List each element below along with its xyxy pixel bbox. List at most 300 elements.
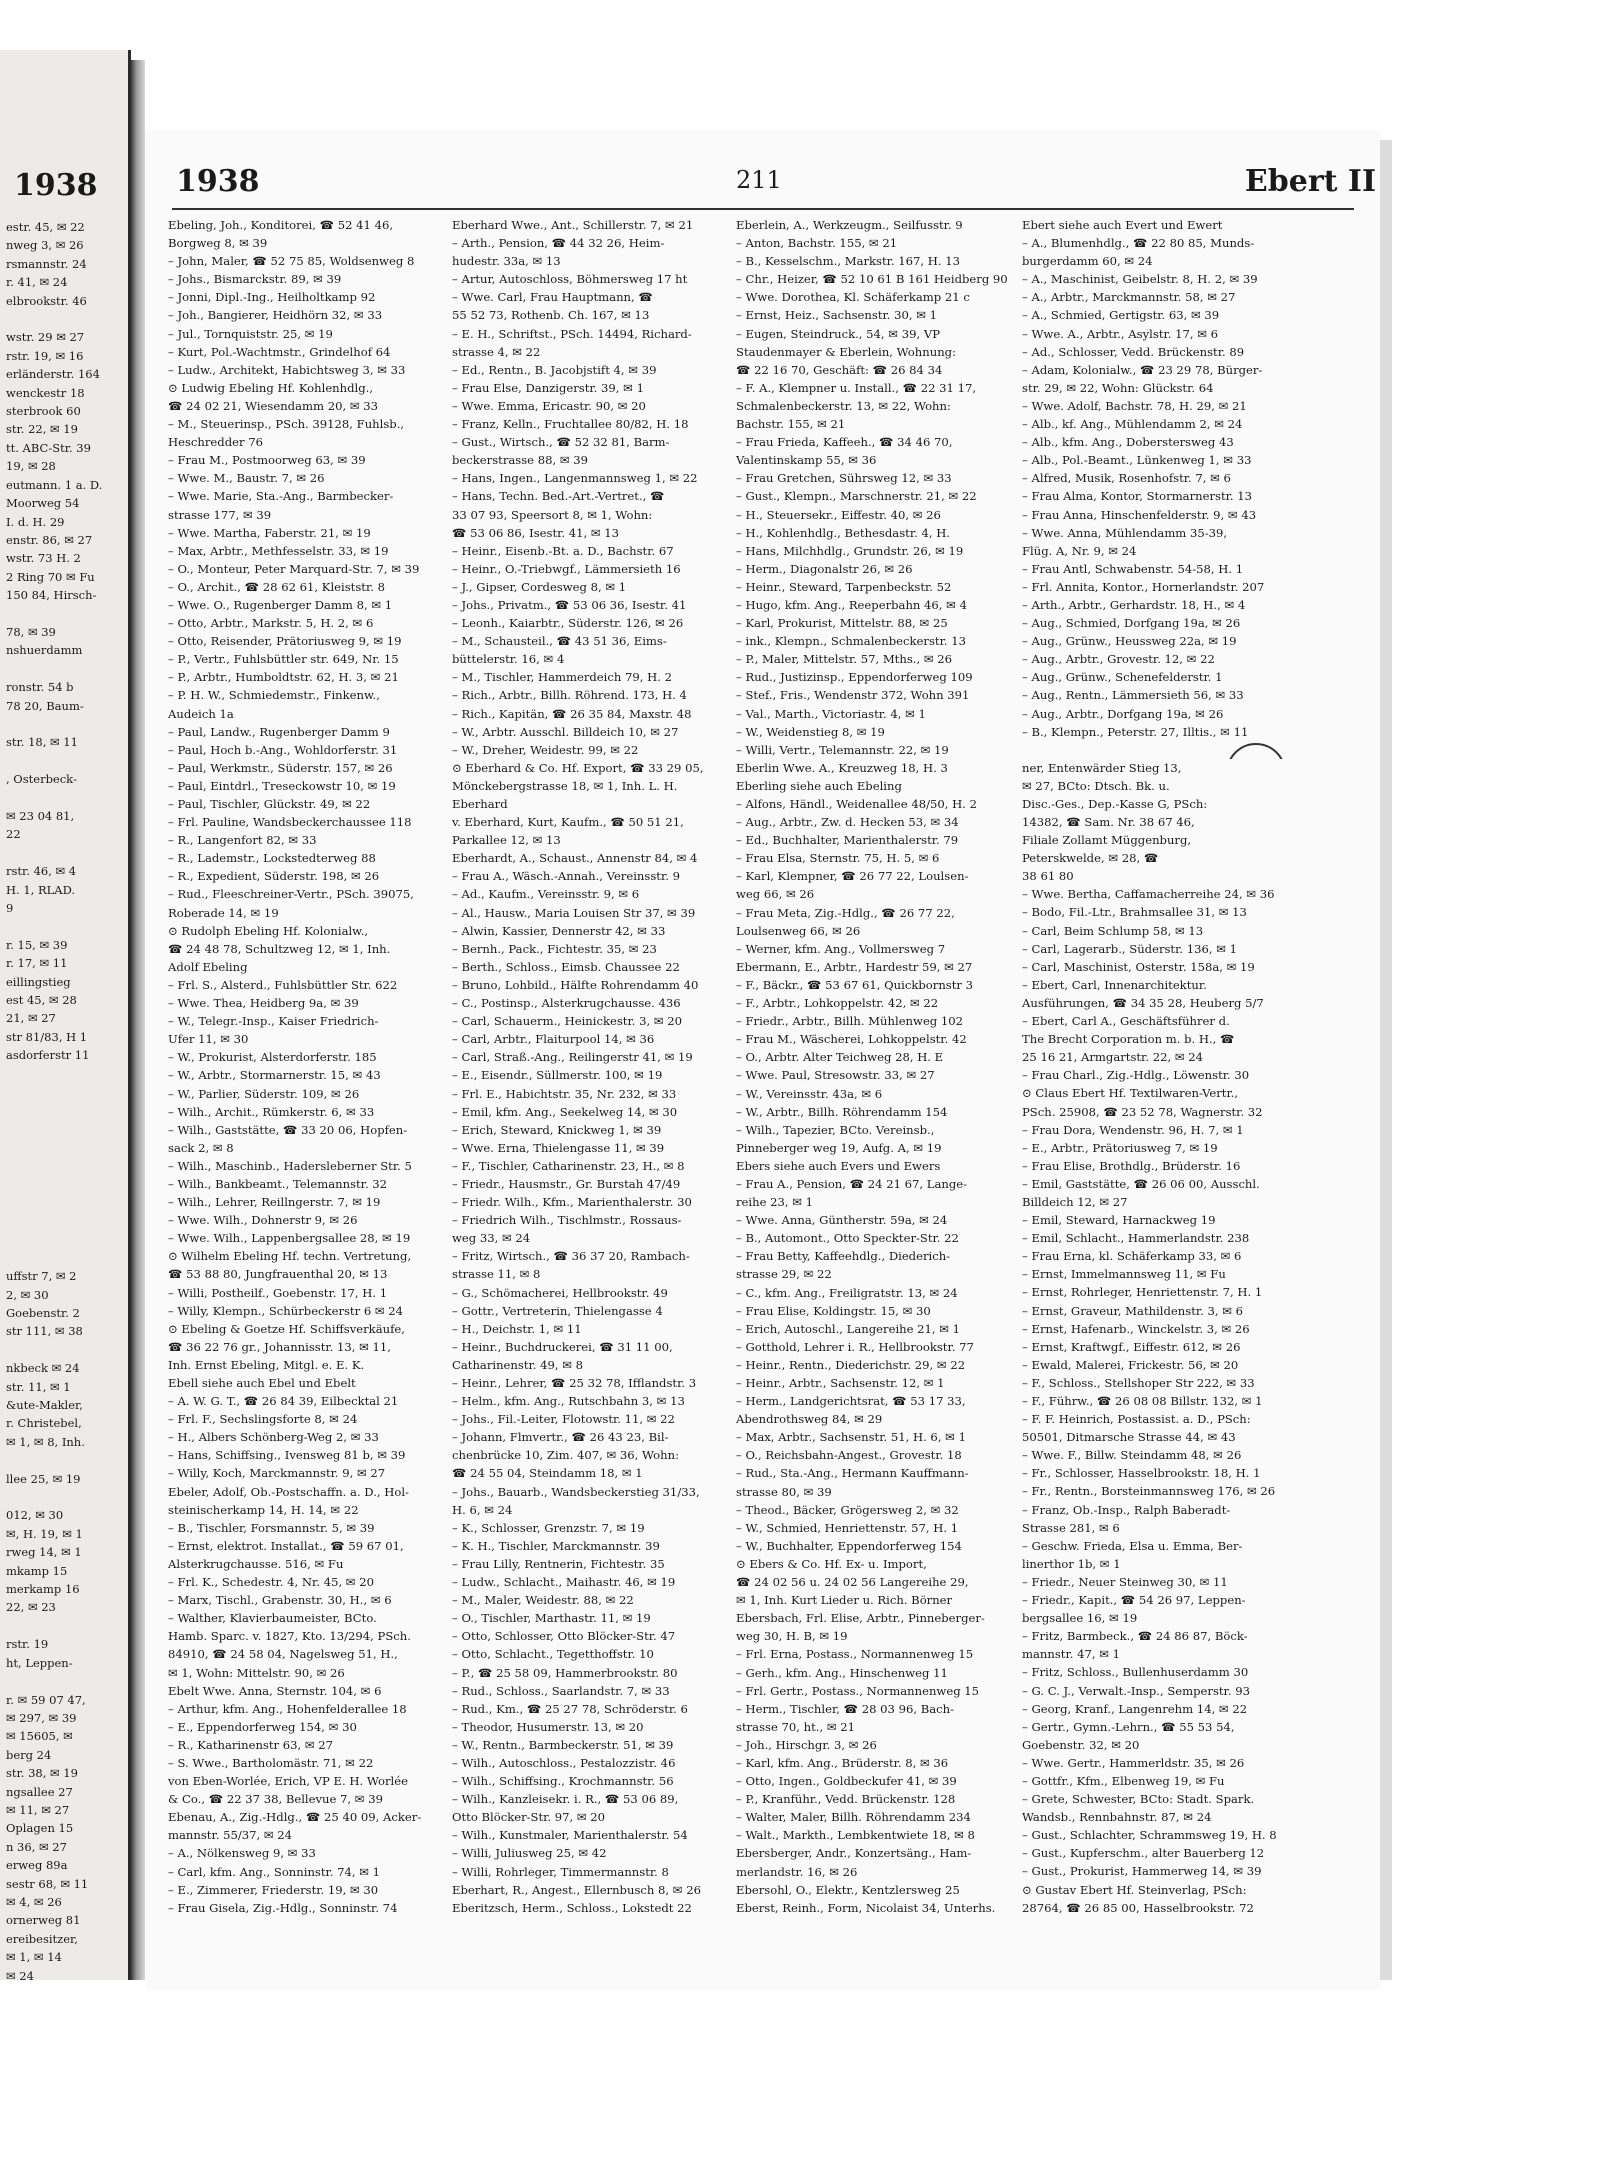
directory-entry: – A., Maschinist, Geibelstr. 8, H. 2, ✉ 39 bbox=[1022, 272, 1258, 287]
facing-page-line bbox=[6, 1451, 124, 1469]
directory-column-2 bbox=[452, 216, 724, 1916]
directory-entry: – Alb., kf. Ang., Mühlendamm 2, ✉ 24 bbox=[1022, 417, 1243, 432]
directory-entry: ☎ 24 55 04, Steindamm 18, ✉ 1 bbox=[452, 1466, 643, 1481]
directory-entry: – Otto, Reisender, Prätoriusweg 9, ✉ 19 bbox=[168, 634, 402, 649]
directory-entry: bergsallee 16, ✉ 19 bbox=[1022, 1611, 1138, 1626]
facing-page-line: 2 Ring 70 ✉ Fu bbox=[6, 569, 95, 584]
directory-entry: – O., Arbtr. Alter Teichweg 28, H. E bbox=[736, 1050, 944, 1065]
directory-entry: – R., Katharinenstr 63, ✉ 27 bbox=[168, 1737, 334, 1752]
directory-entry: – Frau Betty, Kaffeehdlg., Diederich- bbox=[736, 1249, 951, 1264]
directory-entry: – Karl, Prokurist, Mittelstr. 88, ✉ 25 bbox=[736, 616, 948, 631]
facing-page-line: 78, ✉ 39 bbox=[6, 624, 56, 639]
directory-entry: – A., Arbtr., Marckmannstr. 58, ✉ 27 bbox=[1022, 290, 1236, 305]
facing-page-line: asdorferstr 11 bbox=[6, 1048, 90, 1063]
directory-entry: – Otto, Schlosser, Otto Blöcker-Str. 47 bbox=[452, 1629, 676, 1644]
directory-entry: – Ebert, Carl A., Geschäftsführer d. bbox=[1022, 1014, 1230, 1029]
directory-entry: – W., Telegr.-Insp., Kaiser Friedrich- bbox=[168, 1014, 379, 1029]
directory-entry: – Wwe. A., Arbtr., Asylstr. 17, ✉ 6 bbox=[1022, 326, 1219, 341]
directory-entry: Ufer 11, ✉ 30 bbox=[168, 1032, 249, 1047]
directory-entry: strasse 4, ✉ 22 bbox=[452, 344, 541, 359]
facing-page-line: rstr. 46, ✉ 4 bbox=[6, 864, 77, 879]
directory-entry bbox=[1022, 741, 1322, 759]
facing-page-line bbox=[6, 1175, 124, 1193]
directory-entry: – E., Eisendr., Süllmerstr. 100, ✉ 19 bbox=[452, 1068, 663, 1083]
directory-entry: – Frau M., Wäscherei, Lohkoppelstr. 42 bbox=[736, 1032, 967, 1047]
facing-page-text bbox=[6, 218, 124, 1980]
directory-entry: ✉ 1, Inh. Kurt Lieder u. Rich. Börner bbox=[736, 1593, 953, 1608]
directory-entry: Eberitzsch, Herm., Schloss., Lokstedt 22 bbox=[452, 1900, 692, 1915]
directory-entry: – Franz, Ob.-Insp., Ralph Baberadt- bbox=[1022, 1502, 1231, 1517]
directory-entry: Schmalenbeckerstr. 13, ✉ 22, Wohn: bbox=[736, 398, 951, 413]
directory-entry: ⊙ Claus Ebert Hf. Textilwaren-Vertr., bbox=[1022, 1086, 1239, 1101]
directory-entry: – Frau Charl., Zig.-Hdlg., Löwenstr. 30 bbox=[1022, 1068, 1250, 1083]
facing-page-line: ✉ 24 bbox=[6, 1968, 34, 1980]
facing-page-line: ✉ 1, ✉ 8, Inh. bbox=[6, 1434, 85, 1449]
directory-entry: – Wilh., Gaststätte, ☎ 33 20 06, Hopfen- bbox=[168, 1122, 408, 1137]
directory-entry: – Frau Else, Danzigerstr. 39, ✉ 1 bbox=[452, 380, 644, 395]
directory-entry: ⊙ Ebeling & Goetze Hf. Schiffsverkäufe, bbox=[168, 1321, 405, 1336]
directory-entry: strasse 11, ✉ 8 bbox=[452, 1267, 541, 1282]
directory-entry: ✉ 27, BCto: Dtsch. Bk. u. bbox=[1022, 778, 1170, 793]
directory-entry: – Werner, kfm. Ang., Vollmersweg 7 bbox=[736, 941, 946, 956]
facing-page-line bbox=[6, 1102, 124, 1120]
directory-entry: – Ad., Kaufm., Vereinsstr. 9, ✉ 6 bbox=[452, 887, 640, 902]
directory-entry: The Brecht Corporation m. b. H., ☎ bbox=[1022, 1032, 1235, 1047]
directory-entry: – Theod., Bäcker, Grögersweg 2, ✉ 32 bbox=[736, 1502, 959, 1517]
directory-entry: – E., Zimmerer, Friederstr. 19, ✉ 30 bbox=[168, 1882, 379, 1897]
facing-page-line: estr. 45, ✉ 22 bbox=[6, 220, 85, 234]
facing-page-line: ✉ 4, ✉ 26 bbox=[6, 1894, 62, 1909]
directory-entry: – C., kfm. Ang., Freiligratstr. 13, ✉ 24 bbox=[736, 1285, 958, 1300]
directory-entry: Eberlein, A., Werkzeugm., Seilfusstr. 9 bbox=[736, 218, 963, 232]
directory-entry: – Wwe. Gertr., Hammerldstr. 35, ✉ 26 bbox=[1022, 1755, 1245, 1770]
facing-page-line: eillingstieg bbox=[6, 974, 71, 989]
directory-entry: Strasse 281, ✉ 6 bbox=[1022, 1520, 1120, 1535]
directory-entry: – Ernst, Heiz., Sachsenstr. 30, ✉ 1 bbox=[736, 308, 938, 323]
directory-entry: – Heinr., Arbtr., Sachsenstr. 12, ✉ 1 bbox=[736, 1376, 945, 1390]
directory-entry: 38 61 80 bbox=[1022, 869, 1074, 884]
directory-entry: – Wwe. Dorothea, Kl. Schäferkamp 21 c bbox=[736, 290, 970, 305]
directory-entry: – W., Arbtr., Billh. Röhrendamm 154 bbox=[736, 1104, 948, 1119]
facing-page-line: merkamp 16 bbox=[6, 1582, 80, 1597]
directory-entry: Ebelt Wwe. Anna, Sternstr. 104, ✉ 6 bbox=[168, 1683, 382, 1698]
running-head: Ebert II bbox=[1244, 164, 1376, 199]
directory-entry: – Marx, Tischl., Grabenstr. 30, H., ✉ 6 bbox=[168, 1593, 392, 1608]
directory-entry: – Paul, Werkmstr., Süderstr. 157, ✉ 26 bbox=[168, 760, 393, 775]
directory-entry: – Fritz, Schloss., Bullenhuserdamm 30 bbox=[1022, 1665, 1249, 1680]
directory-entry: – Wwe. Carl, Frau Hauptmann, ☎ bbox=[452, 290, 653, 305]
directory-entry: – Rud., Sta.-Ang., Hermann Kauffmann- bbox=[736, 1466, 969, 1481]
directory-entry: – Gerh., kfm. Ang., Hinschenweg 11 bbox=[736, 1665, 948, 1680]
directory-entry: Abendrothsweg 84, ✉ 29 bbox=[736, 1412, 883, 1427]
directory-entry: – W., Weidenstieg 8, ✉ 19 bbox=[736, 724, 885, 739]
directory-entry: – Gust., Wirtsch., ☎ 52 32 81, Barm- bbox=[452, 435, 670, 450]
directory-entry: Roberade 14, ✉ 19 bbox=[168, 905, 279, 920]
directory-entry: – Emil, Steward, Harnackweg 19 bbox=[1022, 1213, 1216, 1228]
directory-entry: – Walther, Klavierbaumeister, BCto. bbox=[168, 1611, 377, 1626]
directory-entry: – M., Schausteil., ☎ 43 51 36, Eims- bbox=[452, 634, 667, 649]
directory-entry: – Hans, Ingen., Langenmannsweg 1, ✉ 22 bbox=[452, 471, 698, 486]
directory-entry: H. 6, ✉ 24 bbox=[452, 1502, 513, 1517]
directory-entry: – Hans, Techn. Bed.-Art.-Vertret., ☎ bbox=[452, 489, 665, 504]
directory-entry: Catharinenstr. 49, ✉ 8 bbox=[452, 1357, 584, 1372]
directory-entry: – Carl, Lagerarb., Süderstr. 136, ✉ 1 bbox=[1022, 941, 1238, 956]
directory-entry: ☎ 24 02 21, Wiesendamm 20, ✉ 33 bbox=[168, 398, 378, 413]
directory-entry: – Geschw. Frieda, Elsa u. Emma, Ber- bbox=[1022, 1538, 1243, 1553]
directory-entry: – Willi, Postheilf., Goebenstr. 17, H. 1 bbox=[168, 1285, 388, 1300]
directory-entry: – Johs., Bauarb., Wandsbeckerstieg 31/33, bbox=[452, 1484, 700, 1499]
directory-entry: mannstr. 47, ✉ 1 bbox=[1022, 1647, 1120, 1662]
directory-entry: Borgweg 8, ✉ 39 bbox=[168, 236, 268, 251]
directory-entry: Hamb. Sparc. v. 1827, Kto. 13/294, PSch. bbox=[168, 1629, 411, 1644]
directory-entry: – S. Wwe., Bartholomästr. 71, ✉ 22 bbox=[168, 1755, 374, 1770]
directory-entry: – Friedr., Kapit., ☎ 54 26 97, Leppen- bbox=[1022, 1593, 1246, 1608]
directory-entry: – Rud., Schloss., Saarlandstr. 7, ✉ 33 bbox=[452, 1683, 670, 1698]
facing-page-line: r. 15, ✉ 39 bbox=[6, 937, 68, 952]
directory-entry: – Frau Elise, Brothdlg., Brüderstr. 16 bbox=[1022, 1158, 1241, 1173]
directory-entry: – Frau Frieda, Kaffeeh., ☎ 34 46 70, bbox=[736, 435, 953, 450]
directory-column-1 bbox=[168, 216, 440, 1916]
page-number: 211 bbox=[736, 166, 782, 194]
directory-entry: – Herm., Diagonalstr 26, ✉ 26 bbox=[736, 561, 913, 576]
directory-entry: – W., Rentn., Barmbeckerstr. 51, ✉ 39 bbox=[452, 1737, 674, 1752]
facing-page-line bbox=[6, 1672, 124, 1690]
company-seal-icon bbox=[1226, 743, 1286, 759]
facing-page-line: ngsallee 27 bbox=[6, 1784, 73, 1799]
facing-page-line: str. 18, ✉ 11 bbox=[6, 735, 78, 750]
facing-page-line: Goebenstr. 2 bbox=[6, 1305, 80, 1320]
directory-entry: – B., Tischler, Forsmannstr. 5, ✉ 39 bbox=[168, 1520, 375, 1535]
directory-entry: Heschredder 76 bbox=[168, 435, 263, 450]
directory-entry: – Frau A., Wäsch.-Annah., Vereinsstr. 9 bbox=[452, 869, 680, 884]
directory-entry: – Otto, Arbtr., Markstr. 5, H. 2, ✉ 6 bbox=[168, 616, 374, 631]
directory-entry: Ebenau, A., Zig.-Hdlg., ☎ 25 40 09, Acker- bbox=[168, 1810, 422, 1825]
directory-entry: – Aug., Schmied, Dorfgang 19a, ✉ 26 bbox=[1022, 616, 1241, 631]
facing-page-line bbox=[6, 1617, 124, 1635]
directory-entry: – Heinr., Rentn., Diederichstr. 29, ✉ 22 bbox=[736, 1357, 966, 1372]
directory-entry: – Alb., Pol.-Beamt., Lünkenweg 1, ✉ 33 bbox=[1022, 453, 1252, 468]
directory-entry: – Artur, Autoschloss, Böhmersweg 17 ht bbox=[452, 272, 688, 287]
directory-entry: – Alwin, Kassier, Dennerstr 42, ✉ 33 bbox=[452, 923, 666, 938]
facing-page-line bbox=[6, 789, 124, 807]
directory-entry: Audeich 1a bbox=[168, 706, 234, 721]
directory-entry: linerthor 1b, ✉ 1 bbox=[1022, 1556, 1121, 1571]
directory-entry: – Aug., Grünw., Heussweg 22a, ✉ 19 bbox=[1022, 634, 1237, 649]
directory-entry: – Jul., Tornquiststr. 25, ✉ 19 bbox=[168, 326, 333, 341]
directory-entry: ⊙ Eberhard & Co. Hf. Export, ☎ 33 29 05, bbox=[452, 760, 704, 775]
directory-entry: – P., ☎ 25 58 09, Hammerbrookstr. 80 bbox=[452, 1665, 678, 1680]
directory-entry: ⊙ Gustav Ebert Hf. Steinverlag, PSch: bbox=[1022, 1882, 1247, 1897]
directory-entry: 33 07 93, Speersort 8, ✉ 1, Wohn: bbox=[452, 507, 653, 522]
directory-entry: – W., Prokurist, Alsterdorferstr. 185 bbox=[168, 1050, 377, 1065]
directory-entry: – Johann, Flmvertr., ☎ 26 43 23, Bil- bbox=[452, 1430, 669, 1445]
directory-page bbox=[146, 130, 1380, 1990]
directory-entry: – Walt., Markth., Lembkentwiete 18, ✉ 8 bbox=[736, 1828, 975, 1843]
facing-page-line bbox=[6, 1194, 124, 1212]
facing-page-line: str. 22, ✉ 19 bbox=[6, 422, 78, 437]
directory-entry: – G. C. J., Verwalt.-Insp., Semperstr. 93 bbox=[1022, 1683, 1250, 1698]
directory-entry: ⊙ Ebers & Co. Hf. Ex- u. Import, bbox=[736, 1556, 927, 1571]
directory-entry: – W., Schmied, Henriettenstr. 57, H. 1 bbox=[736, 1520, 959, 1535]
directory-entry: – F., Führw., ☎ 26 08 08 Billstr. 132, ✉ 1 bbox=[1022, 1394, 1263, 1408]
facing-page-line bbox=[6, 715, 124, 733]
directory-entry: büttelerstr. 16, ✉ 4 bbox=[452, 652, 565, 667]
directory-entry: sack 2, ✉ 8 bbox=[168, 1140, 234, 1155]
directory-entry: – Frau Gisela, Zig.-Hdlg., Sonninstr. 74 bbox=[168, 1900, 398, 1915]
directory-entry: – Emil, Schlacht., Hammerlandstr. 238 bbox=[1022, 1231, 1250, 1246]
directory-entry: – Willi, Juliusweg 25, ✉ 42 bbox=[452, 1846, 607, 1861]
facing-page-line bbox=[6, 1488, 124, 1506]
facing-page-line: n 36, ✉ 27 bbox=[6, 1839, 67, 1854]
directory-entry: ☎ 22 16 70, Geschäft: ☎ 26 84 34 bbox=[736, 362, 943, 377]
facing-page-line bbox=[6, 1138, 124, 1156]
facing-page-line: ✉ 15605, ✉ bbox=[6, 1729, 73, 1744]
directory-entry: – Frl. E., Habichtstr. 35, Nr. 232, ✉ 33 bbox=[452, 1086, 677, 1101]
directory-entry: – R., Lademstr., Lockstedterweg 88 bbox=[168, 851, 376, 866]
directory-entry: – Alb., kfm. Ang., Doberstersweg 43 bbox=[1022, 435, 1234, 450]
facing-page-line bbox=[6, 605, 124, 623]
facing-page-line: ✉ 1, ✉ 14 bbox=[6, 1950, 62, 1965]
directory-entry: – Leonh., Kaiarbtr., Süderstr. 126, ✉ 26 bbox=[452, 616, 684, 631]
directory-entry: – B., Kesselschm., Markstr. 167, H. 13 bbox=[736, 254, 961, 269]
directory-entry: – Ludw., Architekt, Habichtsweg 3, ✉ 33 bbox=[168, 362, 406, 377]
directory-entry: – Aug., Arbtr., Grovestr. 12, ✉ 22 bbox=[1022, 652, 1215, 667]
facing-page-line: nweg 3, ✉ 26 bbox=[6, 238, 84, 253]
facing-page-line: 22 bbox=[6, 827, 21, 842]
directory-entry: – P. H. W., Schmiedemstr., Finkenw., bbox=[168, 688, 380, 703]
directory-entry: – Fr., Schlosser, Hasselbrookstr. 18, H. 1 bbox=[1022, 1466, 1261, 1481]
directory-entry: – Georg, Kranf., Langenrehm 14, ✉ 22 bbox=[1022, 1701, 1248, 1716]
directory-entry: – Helm., kfm. Ang., Rutschbahn 3, ✉ 13 bbox=[452, 1394, 685, 1409]
facing-page-line: est 45, ✉ 28 bbox=[6, 993, 77, 1008]
directory-entry: – A., Nölkensweg 9, ✉ 33 bbox=[168, 1846, 316, 1861]
directory-entry: – Heinr., O.-Triebwgf., Lämmersieth 16 bbox=[452, 561, 681, 576]
directory-entry: – Frl. K., Schedestr. 4, Nr. 45, ✉ 20 bbox=[168, 1575, 374, 1590]
directory-entry: – Wilh., Kunstmaler, Marienthalerstr. 54 bbox=[452, 1828, 688, 1843]
facing-page-line: ✉ 23 04 81, bbox=[6, 809, 75, 823]
directory-entry: – Rud., Km., ☎ 25 27 78, Schröderstr. 6 bbox=[452, 1701, 688, 1716]
directory-entry: – K., Schlosser, Grenzstr. 7, ✉ 19 bbox=[452, 1520, 645, 1535]
header-year: 1938 bbox=[176, 164, 260, 199]
directory-entry: – Eugen, Steindruck., 54, ✉ 39, VP bbox=[736, 326, 940, 341]
directory-entry: – Gust., Prokurist, Hammerweg 14, ✉ 39 bbox=[1022, 1864, 1262, 1879]
facing-page-line bbox=[6, 1212, 124, 1230]
directory-entry: – Wilh., Schiffsing., Krochmannstr. 56 bbox=[452, 1774, 674, 1789]
facing-page-line: sestr 68, ✉ 11 bbox=[6, 1876, 89, 1891]
directory-entry: – Friedr., Neuer Steinweg 30, ✉ 11 bbox=[1022, 1574, 1228, 1589]
facing-page-line bbox=[6, 844, 124, 862]
directory-entry: – Theodor, Husumerstr. 13, ✉ 20 bbox=[452, 1719, 644, 1734]
directory-entry: – Wilh., Bankbeamt., Telemannstr. 32 bbox=[168, 1176, 388, 1191]
facing-page-line: ht, Leppen- bbox=[6, 1655, 73, 1670]
facing-page-line: 21, ✉ 27 bbox=[6, 1011, 56, 1026]
directory-entry: – Frau Meta, Zig.-Hdlg., ☎ 26 77 22, bbox=[736, 905, 955, 920]
directory-entry: Flüg. A, Nr. 9, ✉ 24 bbox=[1022, 543, 1137, 558]
directory-entry: – Franz, Kelln., Fruchtallee 80/82, H. 18 bbox=[452, 417, 689, 432]
directory-entry: – Johs., Privatm., ☎ 53 06 36, Isestr. 41 bbox=[452, 597, 687, 612]
facing-page-line: 012, ✉ 30 bbox=[6, 1508, 64, 1523]
directory-entry: – Joh., Hirschgr. 3, ✉ 26 bbox=[736, 1737, 877, 1752]
directory-entry: – Herm., Landgerichtsrat, ☎ 53 17 33, bbox=[736, 1394, 966, 1409]
directory-entry: – R., Expedient, Süderstr. 198, ✉ 26 bbox=[168, 869, 380, 884]
directory-entry: – Bodo, Fil.-Ltr., Brahmsallee 31, ✉ 13 bbox=[1022, 905, 1247, 920]
directory-entry: ⊙ Wilhelm Ebeling Hf. techn. Vertretung, bbox=[168, 1249, 412, 1264]
directory-entry: – Chr., Heizer, ☎ 52 10 61 B 161 Heidberg 90 bbox=[736, 272, 1008, 287]
directory-entry: Billdeich 12, ✉ 27 bbox=[1022, 1194, 1128, 1209]
directory-entry: – A. W. G. T., ☎ 26 84 39, Eilbecktal 21 bbox=[168, 1394, 399, 1409]
directory-entry: – F., Tischler, Catharinenstr. 23, H., ✉ 8 bbox=[452, 1158, 685, 1173]
facing-page-line: 19, ✉ 28 bbox=[6, 459, 56, 474]
directory-entry: – Heinr., Eisenb.-Bt. a. D., Bachstr. 67 bbox=[452, 543, 674, 558]
directory-entry: 25 16 21, Armgartstr. 22, ✉ 24 bbox=[1022, 1050, 1203, 1065]
directory-entry: – Val., Marth., Victoriastr. 4, ✉ 1 bbox=[736, 706, 926, 721]
directory-entry: – Wilh., Archit., Rümkerstr. 6, ✉ 33 bbox=[168, 1104, 375, 1119]
directory-entry: – E. H., Schriftst., PSch. 14494, Richard- bbox=[452, 326, 692, 341]
directory-entry: – Arth., Pension, ☎ 44 32 26, Heim- bbox=[452, 236, 665, 251]
directory-entry: – Ed., Buchhalter, Marienthalerstr. 79 bbox=[736, 833, 959, 848]
directory-entry: – Frau Elise, Koldingstr. 15, ✉ 30 bbox=[736, 1303, 931, 1318]
directory-entry: – J., Gipser, Cordesweg 8, ✉ 1 bbox=[452, 579, 627, 594]
directory-entry: ☎ 24 48 78, Schultzweg 12, ✉ 1, Inh. bbox=[168, 941, 391, 956]
directory-entry: – M., Maler, Weidestr. 88, ✉ 22 bbox=[452, 1593, 634, 1608]
header-rule bbox=[172, 208, 1354, 210]
directory-entry: – Paul, Landw., Rugenberger Damm 9 bbox=[168, 724, 390, 739]
directory-entry: – Carl, Straß.-Ang., Reilingerstr 41, ✉ 19 bbox=[452, 1050, 693, 1065]
directory-entry: Eberhart, R., Angest., Ellernbusch 8, ✉ 26 bbox=[452, 1882, 701, 1897]
directory-entry: – Emil, kfm. Ang., Seekelweg 14, ✉ 30 bbox=[452, 1104, 678, 1119]
page-edge bbox=[1380, 140, 1392, 1980]
directory-entry: – O., Tischler, Marthastr. 11, ✉ 19 bbox=[452, 1611, 651, 1626]
directory-entry: – K. H., Tischler, Marckmannstr. 39 bbox=[452, 1538, 660, 1553]
directory-entry: – Ernst, Graveur, Mathildenstr. 3, ✉ 6 bbox=[1022, 1303, 1244, 1318]
directory-entry: – H., Kohlenhdlg., Bethesdastr. 4, H. bbox=[736, 525, 950, 540]
directory-entry: – P., Arbtr., Humboldtstr. 62, H. 3, ✉ 21 bbox=[168, 670, 399, 685]
directory-entry: Alsterkrugchausse. 516, ✉ Fu bbox=[168, 1556, 344, 1571]
directory-entry: – Paul, Hoch b.-Ang., Wohldorferstr. 31 bbox=[168, 742, 398, 757]
directory-entry: – Frl. Erna, Postass., Normannenweg 15 bbox=[736, 1647, 974, 1662]
directory-entry: – Ludw., Schlacht., Maihastr. 46, ✉ 19 bbox=[452, 1575, 676, 1590]
directory-entry: – Heinr., Buchdruckerei, ☎ 31 11 00, bbox=[452, 1339, 673, 1354]
directory-entry: – Wwe. Anna, Mühlendamm 35-39, bbox=[1022, 525, 1228, 540]
facing-page-line: ronstr. 54 b bbox=[6, 680, 74, 695]
directory-entry: – Rud., Justizinsp., Eppendorferweg 109 bbox=[736, 670, 973, 685]
directory-entry: – Wwe. Martha, Faberstr. 21, ✉ 19 bbox=[168, 525, 371, 540]
directory-entry: – Frau Gretchen, Sührsweg 12, ✉ 33 bbox=[736, 471, 952, 486]
directory-entry: v. Eberhard, Kurt, Kaufm., ☎ 50 51 21, bbox=[452, 815, 684, 830]
facing-page-line: tt. ABC-Str. 39 bbox=[6, 440, 91, 455]
directory-entry: – Fritz, Barmbeck., ☎ 24 86 87, Böck- bbox=[1022, 1629, 1248, 1644]
facing-page-line: berg 24 bbox=[6, 1747, 52, 1762]
directory-entry: – Gotthold, Lehrer i. R., Hellbrookstr. 77 bbox=[736, 1339, 974, 1354]
directory-entry: – F. F. Heinrich, Postassist. a. D., PSch: bbox=[1022, 1412, 1251, 1427]
directory-entry: – Ad., Schlosser, Vedd. Brückenstr. 89 bbox=[1022, 344, 1245, 359]
directory-entry: – Fritz, Wirtsch., ☎ 36 37 20, Rambach- bbox=[452, 1249, 690, 1264]
facing-page-line: I. d. H. 29 bbox=[6, 514, 65, 529]
directory-entry: Ebert siehe auch Evert und Ewert bbox=[1022, 218, 1223, 232]
directory-entry: – Wilh., Tapezier, BCto. Vereinsb., bbox=[736, 1122, 935, 1137]
facing-page-line: rsmannstr. 24 bbox=[6, 256, 87, 271]
directory-entry: ⊙ Rudolph Ebeling Hf. Kolonialw., bbox=[168, 923, 369, 938]
directory-entry: Pinneberger weg 19, Aufg. A, ✉ 19 bbox=[736, 1140, 942, 1155]
directory-entry: – Fr., Rentn., Borsteinmannsweg 176, ✉ 26 bbox=[1022, 1484, 1276, 1499]
directory-entry: burgerdamm 60, ✉ 24 bbox=[1022, 254, 1153, 269]
directory-entry: – Alfons, Händl., Weidenallee 48/50, H. 2 bbox=[736, 797, 977, 811]
directory-entry: – H., Deichstr. 1, ✉ 11 bbox=[452, 1321, 582, 1336]
facing-page-line: str. 11, ✉ 1 bbox=[6, 1379, 71, 1394]
facing-page-line: ornerweg 81 bbox=[6, 1913, 81, 1928]
directory-entry: – Max, Arbtr., Sachsenstr. 51, H. 6, ✉ 1 bbox=[736, 1430, 966, 1445]
directory-entry: – Wwe. Adolf, Bachstr. 78, H. 29, ✉ 21 bbox=[1022, 398, 1247, 413]
directory-entry: Loulsenweg 66, ✉ 26 bbox=[736, 923, 861, 938]
directory-column-3 bbox=[736, 216, 1008, 1916]
directory-entry: – Wwe. Marie, Sta.-Ang., Barmbecker- bbox=[168, 489, 394, 504]
directory-entry: – Frl. F., Sechslingsforte 8, ✉ 24 bbox=[168, 1412, 358, 1427]
facing-page-line: ereibesitzer, bbox=[6, 1931, 78, 1946]
directory-entry: – Wilh., Lehrer, Reillngerstr. 7, ✉ 19 bbox=[168, 1195, 381, 1210]
directory-entry: – O., Monteur, Peter Marquard-Str. 7, ✉ 39 bbox=[168, 561, 420, 576]
directory-entry: beckerstrasse 88, ✉ 39 bbox=[452, 453, 588, 468]
directory-entry: – Frl. S., Alsterd., Fuhlsbüttler Str. 622 bbox=[168, 977, 398, 992]
directory-entry: – Al., Hausw., Maria Louisen Str 37, ✉ 39 bbox=[452, 905, 696, 920]
directory-entry: – Gertr., Gymn.-Lehrn., ☎ 55 53 54, bbox=[1022, 1719, 1235, 1734]
facing-page-line: 2, ✉ 30 bbox=[6, 1287, 49, 1302]
facing-page-line: sterbrook 60 bbox=[6, 404, 81, 419]
directory-entry: – Frau Erna, kl. Schäferkamp 33, ✉ 6 bbox=[1022, 1249, 1242, 1264]
directory-entry: – Wwe. Erna, Thielengasse 11, ✉ 39 bbox=[452, 1140, 665, 1155]
directory-entry: – Frau A., Pension, ☎ 24 21 67, Lange- bbox=[736, 1176, 968, 1191]
directory-entry: – Frau M., Postmoorweg 63, ✉ 39 bbox=[168, 453, 366, 468]
facing-page-line: ✉ 297, ✉ 39 bbox=[6, 1710, 77, 1725]
directory-entry: – Aug., Rentn., Lämmersieth 56, ✉ 33 bbox=[1022, 688, 1244, 703]
directory-entry: – Wwe. Bertha, Caffamacherreihe 24, ✉ 36 bbox=[1022, 887, 1275, 902]
directory-entry: – F. A., Klempner u. Install., ☎ 22 31 17, bbox=[736, 380, 977, 395]
directory-entry: – Frl. Gertr., Postass., Normannenweg 15 bbox=[736, 1683, 980, 1698]
facing-page-line: str. 38, ✉ 19 bbox=[6, 1766, 78, 1781]
directory-entry: ☎ 36 22 76 gr., Johannisstr. 13, ✉ 11, bbox=[168, 1339, 391, 1354]
directory-entry: – Joh., Bangierer, Heidhörn 32, ✉ 33 bbox=[168, 308, 383, 323]
directory-entry: – F., Schloss., Stellshoper Str 222, ✉ 33 bbox=[1022, 1375, 1255, 1390]
directory-entry: – Wwe. Wilh., Dohnerstr 9, ✉ 26 bbox=[168, 1213, 358, 1228]
directory-entry: – Wilh., Maschinb., Hadersleberner Str. 5 bbox=[168, 1158, 412, 1173]
directory-entry: PSch. 25908, ☎ 23 52 78, Wagnerstr. 32 bbox=[1022, 1104, 1263, 1119]
directory-entry: – Frau Antl, Schwabenstr. 54-58, H. 1 bbox=[1022, 561, 1244, 576]
directory-entry: ⊙ Ludwig Ebeling Hf. Kohlenhdlg., bbox=[168, 380, 374, 395]
directory-entry: – Ernst, Immelmannsweg 11, ✉ Fu bbox=[1022, 1267, 1226, 1282]
directory-entry: – P., Maler, Mittelstr. 57, Mths., ✉ 26 bbox=[736, 652, 952, 667]
directory-entry: – Kurt, Pol.-Wachtmstr., Grindelhof 64 bbox=[168, 344, 391, 359]
facing-page-line bbox=[6, 1083, 124, 1101]
directory-entry: weg 30, H. B, ✉ 19 bbox=[736, 1629, 848, 1644]
facing-page-line: 9 bbox=[6, 901, 14, 916]
directory-entry: – Frau Lilly, Rentnerin, Fichtestr. 35 bbox=[452, 1556, 665, 1571]
directory-entry: – Hans, Milchhdlg., Grundstr. 26, ✉ 19 bbox=[736, 543, 964, 558]
directory-entry: – Wwe. Paul, Stresowstr. 33, ✉ 27 bbox=[736, 1068, 935, 1083]
directory-entry: Ebersbach, Frl. Elise, Arbtr., Pinneberger- bbox=[736, 1611, 985, 1626]
directory-entry: – Rich., Kapitän, ☎ 26 35 84, Maxstr. 48 bbox=[452, 706, 692, 721]
directory-entry: – Wwe. Wilh., Lappenbergsallee 28, ✉ 19 bbox=[168, 1231, 411, 1246]
directory-entry: – Ebert, Carl, Innenarchitektur. bbox=[1022, 977, 1207, 992]
directory-entry: – ink., Klempn., Schmalenbeckerstr. 13 bbox=[736, 634, 966, 649]
directory-entry: – Willi, Vertr., Telemannstr. 22, ✉ 19 bbox=[736, 742, 949, 757]
directory-entry: – Alfred, Musik, Rosenhofstr. 7, ✉ 6 bbox=[1022, 471, 1231, 486]
directory-entry: – Stef., Fris., Wendenstr 372, Wohn 391 bbox=[736, 688, 970, 703]
directory-entry: ☎ 53 06 86, Isestr. 41, ✉ 13 bbox=[452, 525, 620, 540]
page-header bbox=[176, 164, 1376, 204]
facing-page-line: 22, ✉ 23 bbox=[6, 1600, 56, 1615]
directory-entry: – Johs., Bismarckstr. 89, ✉ 39 bbox=[168, 272, 342, 287]
directory-entry: – Aug., Arbtr., Zw. d. Hecken 53, ✉ 34 bbox=[736, 815, 959, 830]
directory-entry: – Willy, Koch, Marckmannstr. 9, ✉ 27 bbox=[168, 1466, 386, 1481]
